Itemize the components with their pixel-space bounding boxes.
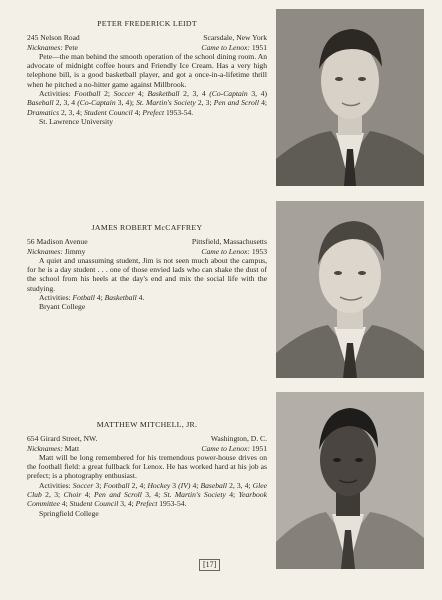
activity-name: Pen and Scroll (94, 490, 142, 500)
activity-name: Prefect (142, 107, 165, 117)
portrait-photo-mccaffrey (276, 201, 424, 378)
activity-name: Basketball (104, 293, 137, 303)
activities-label: Activities: (39, 480, 71, 490)
description: A quiet and unassuming student, Jim is not seen much about the campus, for he is a day student . . . one of those envied lads who can shake the dust of the school from his heels at the day's end and mix the social life with the studying. (27, 255, 267, 293)
activity-name: Yearbook Committee (27, 490, 267, 509)
activity-name: Dramatics (27, 107, 60, 117)
college: St. Lawrence University (39, 116, 114, 126)
activity-name: Student Council (83, 107, 133, 117)
activity-years: 4; (94, 293, 105, 303)
nickname-label: Nicknames: (27, 246, 63, 256)
activity-years: 3; (93, 480, 104, 490)
activity-years: 4; (258, 98, 268, 108)
college: Bryant College (39, 302, 86, 312)
address-row (27, 434, 267, 443)
nickname-row (27, 444, 267, 453)
activity-name: Football (74, 89, 101, 99)
city: Washington, D. C. (210, 434, 267, 444)
came-group (201, 444, 267, 453)
came-label: Came to Lenox: (201, 246, 250, 256)
nickname: Jimmy (64, 246, 86, 256)
activity-name: Choir (63, 490, 82, 500)
activity-years: 4. (136, 293, 145, 303)
activities (27, 89, 267, 117)
student-name: JAMES ROBERT McCAFFREY (91, 223, 203, 232)
came-label: Came to Lenox: (201, 42, 250, 52)
activity-years: 1953-54. (164, 107, 194, 117)
nickname-group (27, 247, 85, 256)
activity-name: (IV) (178, 480, 191, 490)
page-number: [17] (199, 559, 220, 571)
college: Springfield College (39, 508, 99, 518)
activity-years: 4; (132, 107, 143, 117)
activity-years: 4; (134, 89, 148, 99)
activity-name: Fotball (72, 293, 95, 303)
activity-name: Prefect (135, 499, 158, 509)
activity-years: 2, 4; (129, 480, 148, 490)
activity-years: 2, 3, 4; (59, 107, 84, 117)
description: Pete—the man behind the smooth operation of the school dining room. An advocate of midnight coffee hours and Friendly Ice Cream. Has a very high telephone bill, is a good basketball player, and got a once-in-a-lifetime thrill when he pitched a no-hitter game against Millbrook. (27, 51, 267, 89)
nickname-label: Nicknames: (27, 42, 63, 52)
came-group (201, 247, 267, 256)
activity-years: 3 (170, 480, 179, 490)
activity-name: Glee Club (27, 480, 267, 500)
activity-years: 1953-54. (157, 499, 187, 509)
activity-name: Soccer (72, 480, 94, 490)
came-group (201, 43, 267, 52)
address-row (27, 237, 267, 246)
activity-years: 3, 4) (247, 89, 267, 99)
activity-name: (Co-Captain (209, 89, 248, 99)
activity-name: (Co-Captain (77, 98, 116, 108)
street-address: 56 Madison Avenue (27, 237, 88, 247)
activity-name: Hockey (147, 480, 171, 490)
activity-years: 2, 3, 4; (227, 480, 253, 490)
nickname-group (27, 43, 78, 52)
activities (27, 293, 267, 302)
activity-years: 2, 3; (195, 98, 214, 108)
entry-mccaffrey (27, 223, 267, 312)
activity-name: Soccer (113, 89, 135, 99)
nickname: Pete (64, 42, 78, 52)
nickname-label: Nicknames: (27, 443, 63, 453)
activity-years: 4; (225, 490, 239, 500)
activities-list (73, 293, 145, 302)
activity-years: 4; (81, 490, 95, 500)
activity-name: Baseball (27, 98, 54, 108)
nickname: Matt (64, 443, 80, 453)
activity-name: St. Martin's Society (163, 490, 226, 500)
portrait-illustration (276, 9, 424, 186)
activities-label: Activities: (39, 89, 71, 99)
nickname-row (27, 43, 267, 52)
nickname-row (27, 247, 267, 256)
city: Scarsdale, New York (203, 33, 267, 43)
entry-leidt (27, 19, 267, 126)
activity-name: Basketball (147, 89, 180, 99)
activity-years: 2, 3, 4 (53, 98, 78, 108)
activity-years: 3, 4; (141, 490, 164, 500)
activity-years: 3, 4); (115, 98, 137, 108)
activities (27, 481, 267, 509)
portrait-illustration (276, 392, 424, 569)
activity-name: St. Martin's Society (136, 98, 196, 108)
activity-years: 2, 3; (41, 490, 64, 500)
activity-years: 2, 3, 4 (179, 89, 210, 99)
address-row (27, 33, 267, 42)
activity-name: Student Council (69, 499, 119, 509)
entry-mitchell (27, 420, 267, 518)
activity-name: Football (103, 480, 130, 490)
activities-label: Activities: (39, 293, 71, 303)
city: Pittsfield, Massachusetts (191, 237, 267, 247)
activity-years: 2; (100, 89, 114, 99)
student-name: MATTHEW MITCHELL, JR. (96, 420, 198, 429)
student-name: PETER FREDERICK LEIDT (97, 19, 197, 28)
activity-years: 4; (190, 480, 201, 490)
street-address: 654 Girard Street, NW. (27, 434, 98, 444)
portrait-photo-mitchell (276, 392, 424, 569)
portrait-illustration (276, 201, 424, 378)
portrait-photo-leidt (276, 9, 424, 186)
came-year: 1951 (251, 443, 267, 453)
activity-years: 4; (59, 499, 70, 509)
nickname-group (27, 444, 79, 453)
street-address: 245 Nelson Road (27, 33, 80, 43)
came-year: 1953 (251, 246, 267, 256)
came-year: 1951 (251, 42, 267, 52)
activity-years: 3, 4; (118, 499, 136, 509)
description: Matt will be long remembered for his tremendous power-house drives on the football field: a great fullback for Lenox. He has worked hard at his job as prefect; is a photography enthusiast. (27, 452, 267, 481)
activity-name: Pen and Scroll (213, 98, 259, 108)
came-label: Came to Lenox: (201, 443, 250, 453)
activity-name: Baseball (200, 480, 228, 490)
